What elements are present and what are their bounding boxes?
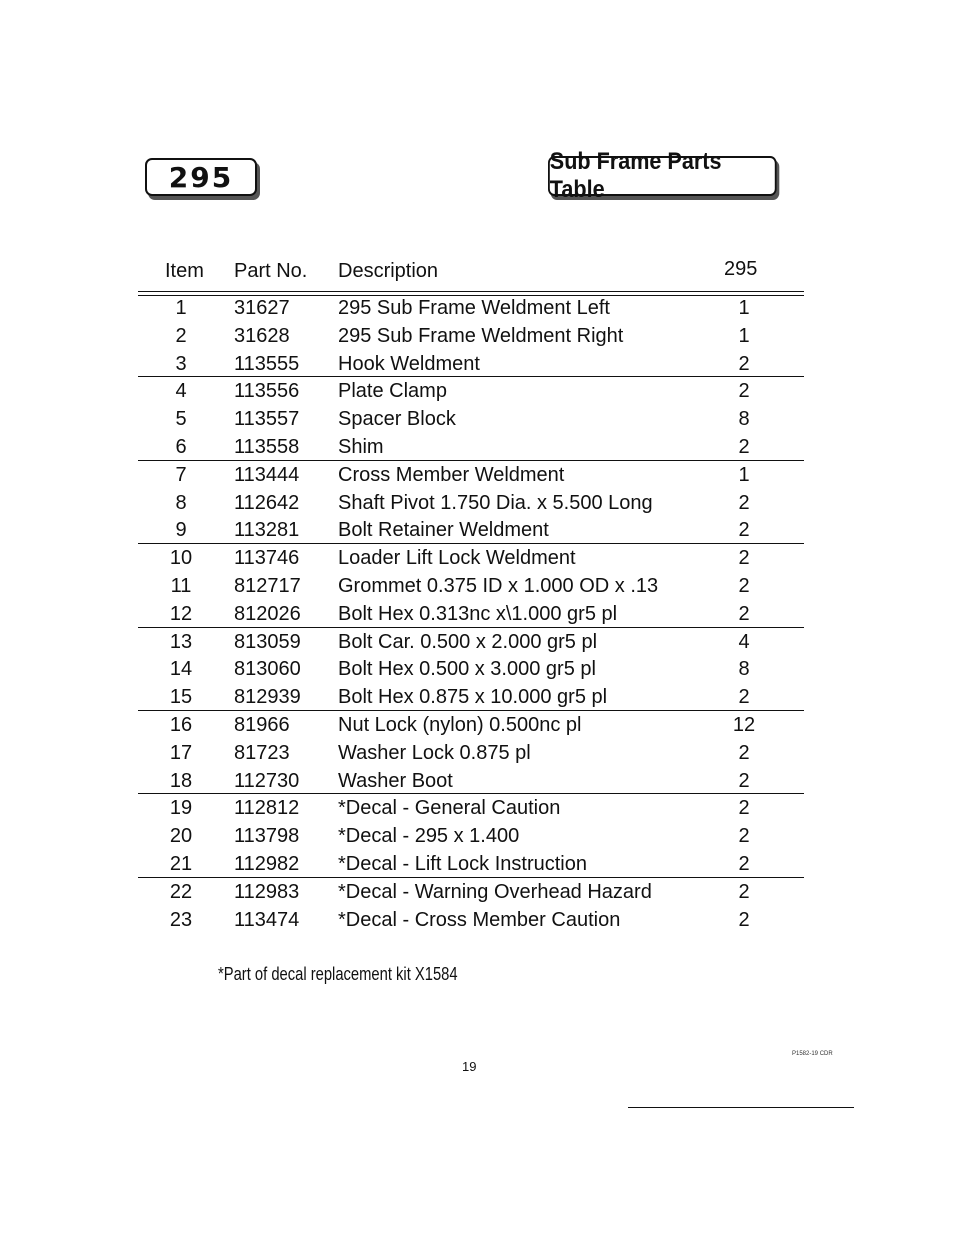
table-row — [0, 433, 954, 461]
table-row — [0, 294, 954, 322]
item-cell: 4 — [175, 380, 187, 403]
table-row — [0, 489, 954, 517]
qty-cell: 2 — [738, 880, 750, 903]
part-no-cell: 112730 — [234, 769, 300, 792]
item-cell: 13 — [169, 630, 193, 653]
description-cell: 295 Sub Frame Weldment Left — [338, 297, 610, 319]
part-no-cell: 813059 — [234, 630, 301, 653]
table-row — [0, 600, 954, 628]
column-header-qty: 295 — [724, 258, 758, 280]
table-row — [0, 377, 954, 405]
qty-cell: 1 — [738, 463, 750, 486]
qty-cell: 2 — [738, 769, 750, 792]
item-cell: 16 — [169, 713, 193, 736]
part-no-cell: 113556 — [234, 380, 300, 403]
table-row — [0, 739, 954, 767]
item-cell: 6 — [175, 435, 187, 458]
description-cell: Shaft Pivot 1.750 Dia. x 5.500 Long — [338, 491, 653, 514]
part-no-cell: 112642 — [234, 491, 300, 514]
section-title-tag — [548, 148, 777, 203]
part-no-cell: 113555 — [234, 352, 300, 375]
qty-cell: 2 — [738, 491, 750, 514]
qty-cell: 8 — [738, 408, 750, 431]
table-row — [0, 767, 954, 795]
table-row — [0, 628, 954, 656]
item-cell: 2 — [175, 324, 187, 347]
description-cell: Spacer Block — [338, 408, 456, 431]
item-cell: 8 — [175, 491, 187, 514]
qty-cell: 2 — [738, 908, 750, 931]
qty-cell: 2 — [738, 435, 750, 458]
item-cell: 7 — [175, 463, 187, 486]
table-row — [0, 822, 954, 850]
item-cell: 20 — [169, 825, 193, 848]
part-no-cell: 113444 — [234, 463, 300, 486]
group-divider — [138, 877, 804, 878]
part-no-cell: 112983 — [234, 880, 300, 903]
description-cell: 295 Sub Frame Weldment Right — [338, 324, 624, 347]
qty-cell: 4 — [738, 630, 750, 653]
item-cell: 12 — [169, 602, 193, 625]
parts-table — [0, 294, 954, 933]
group-divider — [138, 793, 804, 794]
item-cell: 11 — [170, 574, 192, 597]
description-cell: Bolt Car. 0.500 x 2.000 gr5 pl — [338, 630, 598, 653]
group-divider — [138, 710, 804, 711]
section-title: Sub Frame Parts Table — [549, 148, 722, 203]
table-row — [0, 544, 954, 572]
column-header-description: Description — [338, 260, 439, 282]
table-row — [0, 516, 954, 544]
table-row — [0, 878, 954, 906]
description-cell: Bolt Retainer Weldment — [338, 519, 549, 542]
item-cell: 10 — [169, 547, 193, 570]
part-no-cell: 812026 — [234, 602, 301, 625]
description-cell: Bolt Hex 0.313nc x\1.000 gr5 pl — [338, 602, 618, 625]
part-no-cell: 812717 — [234, 574, 301, 597]
qty-cell: 2 — [738, 380, 750, 403]
column-header-part-no: Part No. — [234, 260, 308, 282]
item-cell: 19 — [169, 797, 193, 820]
part-no-cell: 113558 — [234, 435, 300, 458]
item-cell: 15 — [169, 686, 193, 709]
qty-cell: 2 — [738, 741, 750, 764]
part-no-cell: 81966 — [234, 713, 290, 736]
description-cell: *Decal - Lift Lock Instruction — [338, 852, 587, 875]
group-divider — [138, 627, 804, 628]
part-no-cell: 113474 — [234, 908, 300, 931]
description-cell: Loader Lift Lock Weldment — [338, 547, 576, 570]
item-cell: 18 — [169, 769, 193, 792]
table-row — [0, 683, 954, 711]
table-row — [0, 461, 954, 489]
description-cell: Shim — [338, 435, 384, 458]
qty-cell: 12 — [732, 713, 756, 736]
description-cell: Washer Boot — [338, 769, 453, 792]
part-no-cell: 31628 — [234, 324, 290, 347]
description-cell: *Decal - 295 x 1.400 — [338, 825, 520, 848]
file-code: P1582-19 CDR — [792, 1051, 833, 1057]
item-cell: 21 — [169, 852, 193, 875]
part-no-cell: 113281 — [234, 519, 300, 542]
part-no-cell: 113746 — [234, 547, 300, 570]
qty-cell: 1 — [738, 297, 750, 319]
qty-cell: 2 — [738, 547, 750, 570]
description-cell: Bolt Hex 0.875 x 10.000 gr5 pl — [338, 686, 608, 709]
part-no-cell: 813060 — [234, 658, 301, 681]
qty-cell: 1 — [738, 324, 750, 347]
table-row — [0, 350, 954, 378]
description-cell: *Decal - General Caution — [338, 797, 561, 820]
page-number: 19 — [462, 1059, 477, 1074]
footer-rule — [628, 1107, 854, 1108]
table-row — [0, 711, 954, 739]
item-cell: 22 — [169, 880, 193, 903]
item-cell: 23 — [169, 908, 193, 931]
qty-cell: 2 — [738, 352, 750, 375]
part-no-cell: 81723 — [234, 741, 290, 764]
description-cell: Nut Lock (nylon) 0.500nc pl — [338, 713, 582, 736]
description-cell: Grommet 0.375 ID x 1.000 OD x .13 — [338, 574, 659, 597]
part-no-cell: 31627 — [234, 297, 290, 319]
column-header-item: Item — [165, 260, 204, 282]
table-row — [0, 655, 954, 683]
qty-cell: 2 — [738, 602, 750, 625]
table-row — [0, 794, 954, 822]
item-cell: 17 — [169, 741, 193, 764]
qty-cell: 2 — [738, 797, 750, 820]
qty-cell: 2 — [738, 825, 750, 848]
description-cell: Plate Clamp — [338, 380, 447, 403]
table-row — [0, 906, 954, 934]
description-cell: Hook Weldment — [338, 352, 480, 375]
group-divider — [138, 543, 804, 544]
item-cell: 3 — [175, 352, 187, 375]
table-row — [0, 572, 954, 600]
qty-cell: 2 — [738, 852, 750, 875]
qty-cell: 2 — [738, 574, 750, 597]
table-row — [0, 405, 954, 433]
item-cell: 14 — [169, 658, 193, 681]
description-cell: Washer Lock 0.875 pl — [338, 741, 531, 764]
item-cell: 9 — [175, 519, 187, 542]
item-cell: 5 — [175, 408, 187, 431]
model-tag — [145, 158, 257, 196]
table-row — [0, 322, 954, 350]
item-cell: 1 — [175, 297, 187, 319]
group-divider — [138, 376, 804, 377]
part-no-cell: 113557 — [234, 408, 300, 431]
description-cell: Bolt Hex 0.500 x 3.000 gr5 pl — [338, 658, 596, 681]
part-no-cell: 112812 — [234, 797, 300, 820]
model-tag-label: 295 — [168, 160, 234, 194]
part-no-cell: 112982 — [234, 852, 300, 875]
group-divider — [138, 460, 804, 461]
part-no-cell: 812939 — [234, 686, 301, 709]
part-no-cell: 113798 — [234, 825, 300, 848]
qty-cell: 2 — [738, 519, 750, 542]
table-row — [0, 850, 954, 878]
description-cell: *Decal - Cross Member Caution — [338, 908, 621, 931]
description-cell: *Decal - Warning Overhead Hazard — [338, 880, 652, 903]
footnote: *Part of decal replacement kit X1584 — [218, 964, 458, 984]
qty-cell: 2 — [738, 686, 750, 709]
qty-cell: 8 — [738, 658, 750, 681]
description-cell: Cross Member Weldment — [338, 463, 565, 486]
